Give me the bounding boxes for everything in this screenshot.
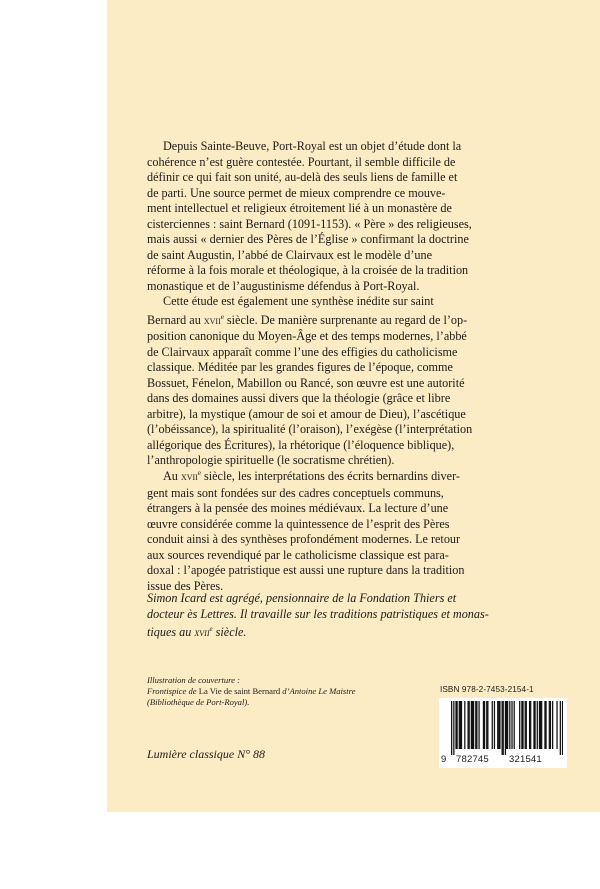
barcode-bar	[486, 701, 487, 749]
barcode-bar	[507, 701, 508, 749]
text-line: docteur ès Lettres. Il travaille sur les traditions patristiques et monas-	[147, 606, 489, 621]
barcode-bar	[494, 701, 495, 749]
text-line: mais aussi « dernier des Pères de l’Église » confirmant la doctrine	[147, 232, 469, 246]
barcode-bar	[469, 701, 470, 749]
illustration-credit	[147, 675, 355, 708]
barcode-bar	[471, 701, 472, 749]
text-line: issue des Pères.	[147, 578, 224, 593]
barcode-bar	[550, 701, 551, 749]
ordinal-superscript: e	[197, 469, 201, 477]
barcode-bar	[453, 701, 454, 755]
illustration-source: (Bibliothèque de Port-Royal).	[147, 697, 250, 707]
text-line: classique. Méditée par les grandes figures de l’époque, comme	[147, 360, 453, 375]
text-line: cisterciennes : saint Bernard (1091-1153). « Père » des religieuses,	[147, 216, 472, 231]
barcode	[451, 701, 563, 755]
text-fragment: Au	[163, 469, 181, 484]
text-line: position canonique du Moyen-Âge et des temps modernes, l’abbé	[147, 329, 467, 344]
barcode-bar	[472, 701, 473, 749]
text-line: cohérence n’est guère contestée. Pourtant, il semble difficile de	[147, 154, 456, 169]
text-line: l’anthropologie spirituelle (le socratisme chrétien).	[147, 453, 395, 468]
barcode-bar	[497, 701, 498, 749]
text-line	[147, 622, 562, 642]
barcode-bar	[525, 701, 526, 749]
text-line: de saint Augustin, l’abbé de Clairvaux est le modèle d’une	[147, 247, 432, 262]
illustration-line	[147, 686, 355, 697]
text-fragment: siècle, les interprétations des écrits bernardins diver-	[200, 469, 460, 484]
barcode-bar	[505, 701, 506, 755]
barcode-bar	[544, 701, 545, 749]
barcode-bar	[499, 701, 500, 749]
barcode-bar	[498, 701, 499, 749]
text-line: dans des domaines aussi divers que la théologie (grâce et libre	[147, 391, 451, 406]
barcode-bar	[560, 701, 561, 755]
text-line: arbitre), la mystique (amour de soi et amour de Dieu), l’ascétique	[147, 406, 466, 421]
barcode-bar	[484, 701, 485, 749]
text-line: doxal : l’apogée patristique est aussi une rupture dans la tradition	[147, 563, 465, 578]
barcode-bar	[503, 701, 504, 755]
text-line: de parti. Une source permet de mieux comprendre ce mouve-	[147, 185, 446, 200]
barcode-bar	[456, 701, 457, 749]
barcode-bar	[522, 701, 523, 749]
book-title: La Vie de saint Bernard	[198, 686, 281, 696]
barcode-bar	[530, 701, 531, 749]
text-line: aux sources revendiqué par le catholicisme classique est para-	[147, 547, 449, 562]
author-bio	[147, 591, 562, 642]
barcode-bar	[509, 701, 510, 749]
barcode-bar	[461, 701, 462, 749]
barcode-bar	[519, 701, 520, 749]
text-line: conduit ainsi à des synthèses profondément modernes. Le retour	[147, 532, 461, 547]
text-line: œuvre considérée comme la quintessence de l’esprit des Pères	[147, 516, 450, 531]
barcode-bar	[540, 701, 541, 749]
text-line: gent mais sont fondées sur des cadres conceptuels communs,	[147, 485, 444, 500]
barcode-bar	[492, 701, 493, 749]
barcode-bar	[537, 701, 538, 749]
text-line: définir ce qui fait son unité, au-delà des seuls liens de famille et	[147, 170, 458, 184]
text-fragment: Frontispice de	[147, 686, 199, 696]
barcode-bar	[455, 701, 456, 749]
barcode-bar	[464, 701, 465, 749]
text-line	[147, 466, 562, 486]
barcode-bar	[521, 701, 522, 749]
barcode-bar	[539, 701, 540, 749]
barcode-bar	[541, 701, 542, 749]
century-numeral: xvii	[180, 471, 198, 484]
illustration-heading: Illustration de couverture :	[147, 675, 240, 685]
barcode-bar	[514, 701, 515, 749]
text-line: réforme à la fois morale et théologique, à la croisée de la tradition	[147, 263, 469, 277]
barcode-bar	[511, 701, 512, 749]
barcode-bar	[460, 701, 461, 749]
barcode-bar	[473, 701, 474, 749]
text-line: Simon Icard est agrégé, pensionnaire de la Fondation Thiers et	[147, 591, 457, 605]
barcode-bar	[549, 701, 550, 749]
barcode-box	[439, 698, 567, 768]
barcode-bar	[475, 701, 476, 749]
barcode-bar	[467, 701, 468, 749]
barcode-bar	[483, 701, 484, 749]
blurb-paragraph-2	[147, 294, 562, 469]
text-fragment: d’Antoine Le Maistre	[280, 686, 356, 696]
text-fragment: siècle.	[212, 625, 247, 640]
isbn-block	[440, 685, 570, 765]
barcode-bar	[534, 701, 535, 749]
barcode-digit-group: 782745	[456, 754, 489, 765]
blurb-paragraph-3	[147, 466, 562, 594]
text-line	[147, 310, 562, 330]
barcode-bar	[562, 701, 563, 755]
text-fragment: tiques au	[147, 625, 195, 640]
text-line: étrangers à la pensée des moines médiévaux. La lecture d’une	[147, 501, 449, 516]
barcode-bar	[502, 701, 503, 755]
text-line: ment intellectuel et religieux étroitement lié à un monastère de	[147, 201, 452, 215]
text-line: Bossuet, Fénelon, Mabillon ou Rancé, son œuvre est une autorité	[147, 375, 465, 390]
ordinal-superscript: e	[220, 312, 224, 321]
barcode-bar	[545, 701, 546, 749]
century-numeral: xvii	[194, 627, 210, 640]
text-line: Cette étude est également une synthèse inédite sur saint	[163, 294, 434, 308]
text-fragment: Bernard au	[147, 312, 204, 327]
text-line: Depuis Sainte-Beuve, Port-Royal est un objet d’étude dont la	[163, 139, 462, 153]
text-line: monastique et de l’augustinisme défendus à Port-Royal.	[147, 278, 420, 293]
barcode-bar	[533, 701, 534, 749]
barcode-bar	[459, 701, 460, 749]
ordinal-superscript: e	[209, 625, 213, 633]
blurb-paragraph-1	[147, 139, 562, 294]
century-numeral: xvii	[203, 314, 221, 327]
barcode-bar	[526, 701, 527, 749]
barcode-bar	[556, 701, 557, 749]
barcode-bar	[451, 701, 452, 755]
text-line: (l’obéissance), la spiritualité (l’oraison), l’exégèse (l’interprétation	[147, 422, 473, 437]
barcode-bar	[529, 701, 530, 749]
collection-label: Lumière classique N° 88	[147, 747, 266, 761]
text-line: de Clairvaux apparaît comme l’une des effigies du catholicisme	[147, 344, 458, 359]
barcode-digit-group: 321541	[509, 754, 542, 765]
barcode-bar	[487, 701, 488, 749]
barcode-digit-group: 9	[441, 754, 447, 765]
text-line: allégorique des Écritures), la rhétorique (l’éloquence biblique),	[147, 437, 455, 452]
barcode-bar	[506, 701, 507, 749]
isbn-label: ISBN 978-2-7453-2154-1	[440, 685, 534, 694]
barcode-bar	[552, 701, 553, 749]
barcode-bar	[478, 701, 479, 749]
text-fragment: siècle. De manière surprenante au regard de l’op-	[223, 312, 468, 327]
barcode-bar	[476, 701, 477, 749]
